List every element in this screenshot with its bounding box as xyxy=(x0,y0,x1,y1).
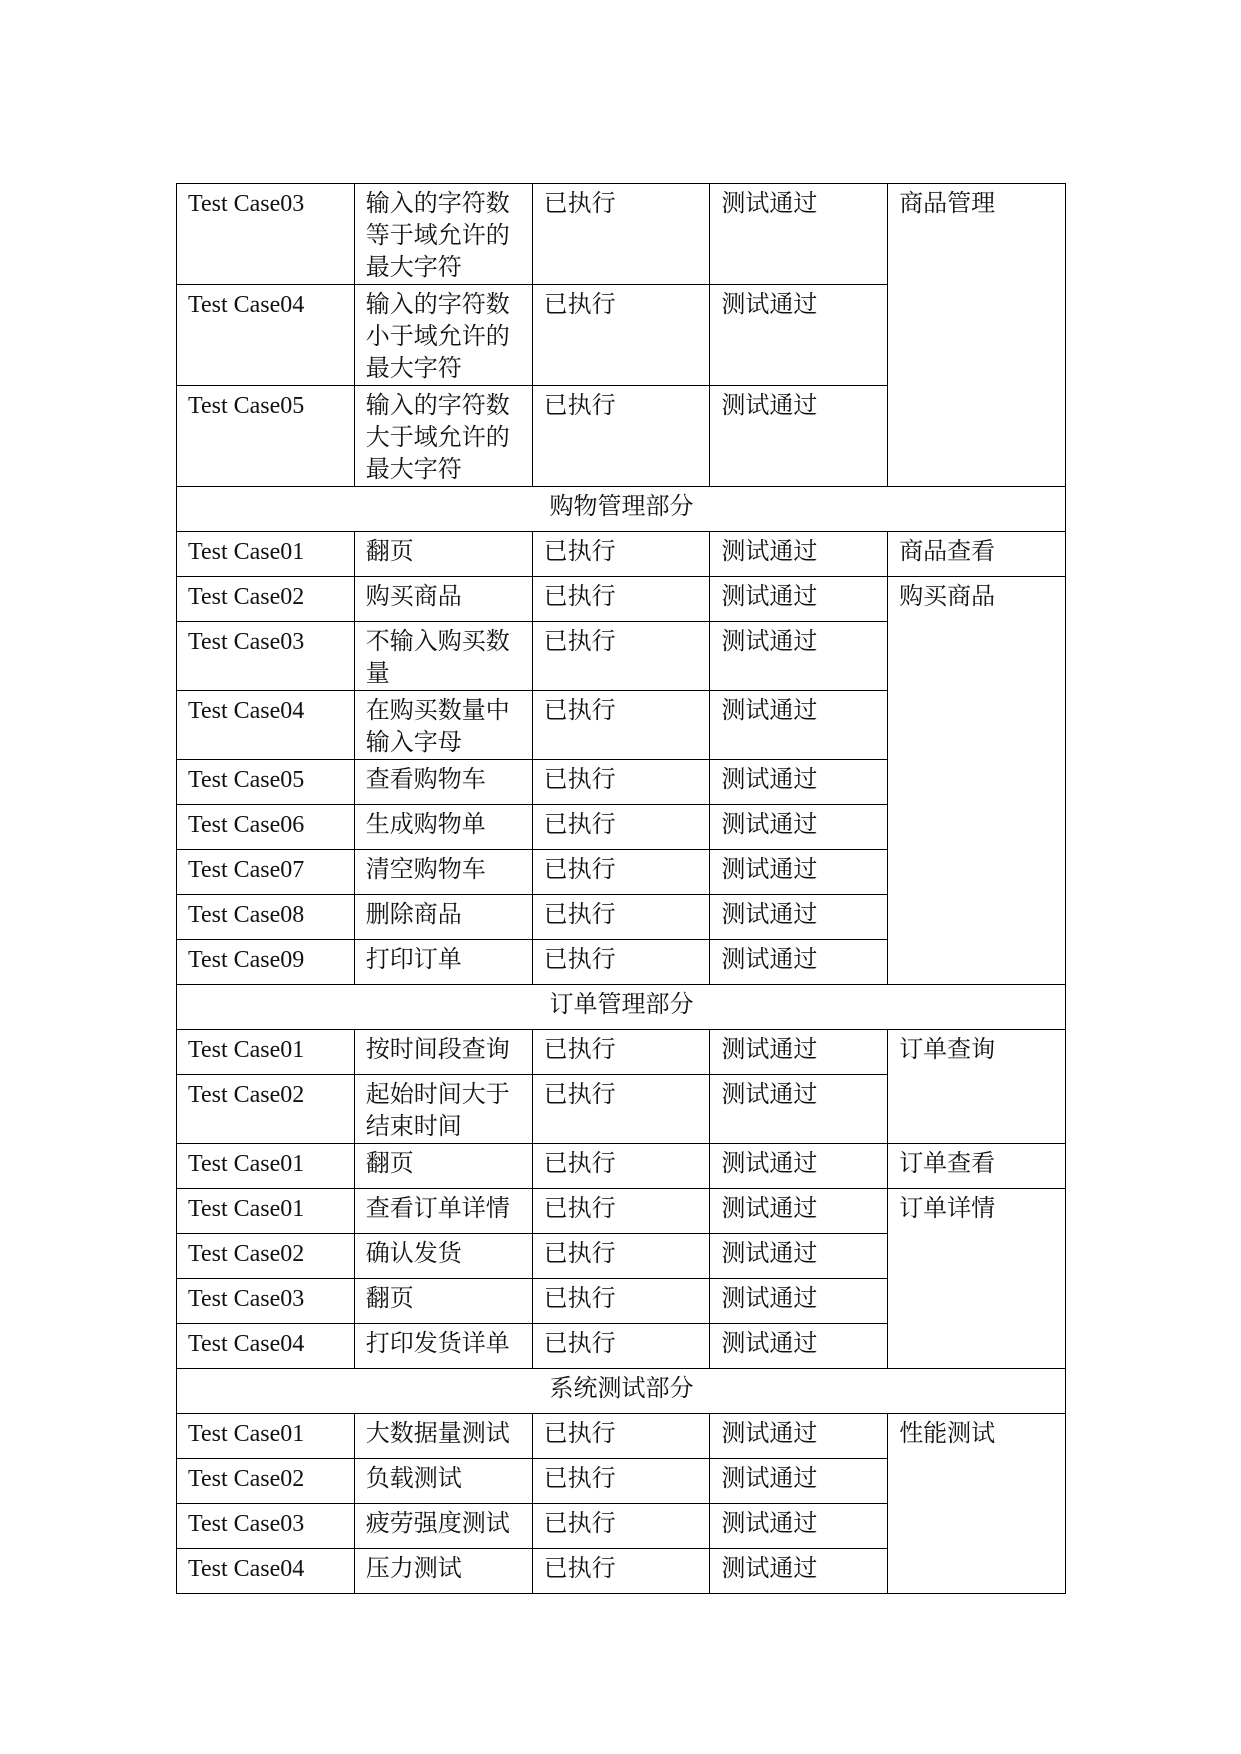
test-result-cell: 测试通过 xyxy=(710,622,888,691)
test-result-cell: 测试通过 xyxy=(710,1030,888,1075)
test-case-id-cell: Test Case03 xyxy=(177,1279,355,1324)
test-case-id-cell: Test Case03 xyxy=(177,184,355,285)
test-description-cell: 不输入购买数量 xyxy=(354,622,532,691)
module-cell: 订单查看 xyxy=(888,1144,1066,1189)
test-case-id-cell: Test Case02 xyxy=(177,1075,355,1144)
section-title: 购物管理部分 xyxy=(177,487,1066,532)
section-header-row xyxy=(177,985,1066,1030)
test-result-cell: 测试通过 xyxy=(710,1504,888,1549)
test-case-id-cell: Test Case02 xyxy=(177,1234,355,1279)
module-cell: 订单查询 xyxy=(888,1030,1066,1144)
execution-status-cell: 已执行 xyxy=(532,1504,710,1549)
table-row xyxy=(177,1144,1066,1189)
execution-status-cell: 已执行 xyxy=(532,1075,710,1144)
execution-status-cell: 已执行 xyxy=(532,1189,710,1234)
execution-status-cell: 已执行 xyxy=(532,1324,710,1369)
execution-status-cell: 已执行 xyxy=(532,895,710,940)
section-header-row xyxy=(177,1369,1066,1414)
test-result-cell: 测试通过 xyxy=(710,805,888,850)
test-case-id-cell: Test Case03 xyxy=(177,1504,355,1549)
test-result-cell: 测试通过 xyxy=(710,184,888,285)
test-description-cell: 翻页 xyxy=(354,1144,532,1189)
execution-status-cell: 已执行 xyxy=(532,1144,710,1189)
test-description-cell: 负载测试 xyxy=(354,1459,532,1504)
test-description-cell: 输入的字符数大于域允许的最大字符 xyxy=(354,386,532,487)
test-description-cell: 删除商品 xyxy=(354,895,532,940)
table-row xyxy=(177,532,1066,577)
execution-status-cell: 已执行 xyxy=(532,850,710,895)
test-case-id-cell: Test Case02 xyxy=(177,1459,355,1504)
test-result-cell: 测试通过 xyxy=(710,1075,888,1144)
section-title: 订单管理部分 xyxy=(177,985,1066,1030)
test-case-id-cell: Test Case04 xyxy=(177,285,355,386)
table-row xyxy=(177,577,1066,622)
test-case-table xyxy=(176,183,1066,1594)
test-result-cell: 测试通过 xyxy=(710,532,888,577)
execution-status-cell: 已执行 xyxy=(532,532,710,577)
test-description-cell: 确认发货 xyxy=(354,1234,532,1279)
test-description-cell: 清空购物车 xyxy=(354,850,532,895)
execution-status-cell: 已执行 xyxy=(532,805,710,850)
test-description-cell: 起始时间大于结束时间 xyxy=(354,1075,532,1144)
test-case-id-cell: Test Case01 xyxy=(177,1414,355,1459)
test-description-cell: 大数据量测试 xyxy=(354,1414,532,1459)
test-case-id-cell: Test Case08 xyxy=(177,895,355,940)
execution-status-cell: 已执行 xyxy=(532,940,710,985)
test-description-cell: 打印发货详单 xyxy=(354,1324,532,1369)
test-case-id-cell: Test Case07 xyxy=(177,850,355,895)
test-result-cell: 测试通过 xyxy=(710,1234,888,1279)
test-case-id-cell: Test Case09 xyxy=(177,940,355,985)
module-cell: 订单详情 xyxy=(888,1189,1066,1369)
test-case-id-cell: Test Case03 xyxy=(177,622,355,691)
execution-status-cell: 已执行 xyxy=(532,1030,710,1075)
test-case-id-cell: Test Case05 xyxy=(177,386,355,487)
execution-status-cell: 已执行 xyxy=(532,760,710,805)
test-description-cell: 查看购物车 xyxy=(354,760,532,805)
test-result-cell: 测试通过 xyxy=(710,577,888,622)
test-case-table-body xyxy=(177,184,1066,1594)
test-description-cell: 查看订单详情 xyxy=(354,1189,532,1234)
test-result-cell: 测试通过 xyxy=(710,1144,888,1189)
execution-status-cell: 已执行 xyxy=(532,622,710,691)
execution-status-cell: 已执行 xyxy=(532,1414,710,1459)
test-description-cell: 疲劳强度测试 xyxy=(354,1504,532,1549)
execution-status-cell: 已执行 xyxy=(532,285,710,386)
test-result-cell: 测试通过 xyxy=(710,1189,888,1234)
table-row xyxy=(177,184,1066,285)
table-row xyxy=(177,1189,1066,1234)
test-case-id-cell: Test Case04 xyxy=(177,1324,355,1369)
execution-status-cell: 已执行 xyxy=(532,184,710,285)
module-cell: 性能测试 xyxy=(888,1414,1066,1594)
test-result-cell: 测试通过 xyxy=(710,1324,888,1369)
test-result-cell: 测试通过 xyxy=(710,386,888,487)
test-result-cell: 测试通过 xyxy=(710,1279,888,1324)
table-row xyxy=(177,1030,1066,1075)
test-case-id-cell: Test Case01 xyxy=(177,532,355,577)
section-header-row xyxy=(177,487,1066,532)
test-case-id-cell: Test Case06 xyxy=(177,805,355,850)
test-case-id-cell: Test Case02 xyxy=(177,577,355,622)
test-description-cell: 购买商品 xyxy=(354,577,532,622)
execution-status-cell: 已执行 xyxy=(532,1234,710,1279)
test-description-cell: 翻页 xyxy=(354,532,532,577)
table-row xyxy=(177,1414,1066,1459)
execution-status-cell: 已执行 xyxy=(532,386,710,487)
test-result-cell: 测试通过 xyxy=(710,895,888,940)
test-description-cell: 输入的字符数小于域允许的最大字符 xyxy=(354,285,532,386)
test-description-cell: 翻页 xyxy=(354,1279,532,1324)
module-cell: 商品管理 xyxy=(888,184,1066,487)
section-title: 系统测试部分 xyxy=(177,1369,1066,1414)
module-cell: 商品查看 xyxy=(888,532,1066,577)
test-case-id-cell: Test Case04 xyxy=(177,691,355,760)
test-description-cell: 在购买数量中输入字母 xyxy=(354,691,532,760)
test-case-id-cell: Test Case05 xyxy=(177,760,355,805)
test-description-cell: 打印订单 xyxy=(354,940,532,985)
test-description-cell: 按时间段查询 xyxy=(354,1030,532,1075)
test-result-cell: 测试通过 xyxy=(710,850,888,895)
test-description-cell: 输入的字符数等于域允许的最大字符 xyxy=(354,184,532,285)
execution-status-cell: 已执行 xyxy=(532,1459,710,1504)
execution-status-cell: 已执行 xyxy=(532,1549,710,1594)
execution-status-cell: 已执行 xyxy=(532,1279,710,1324)
test-result-cell: 测试通过 xyxy=(710,1459,888,1504)
execution-status-cell: 已执行 xyxy=(532,577,710,622)
test-result-cell: 测试通过 xyxy=(710,1414,888,1459)
test-case-id-cell: Test Case04 xyxy=(177,1549,355,1594)
test-result-cell: 测试通过 xyxy=(710,940,888,985)
execution-status-cell: 已执行 xyxy=(532,691,710,760)
test-description-cell: 生成购物单 xyxy=(354,805,532,850)
test-result-cell: 测试通过 xyxy=(710,1549,888,1594)
test-case-id-cell: Test Case01 xyxy=(177,1144,355,1189)
module-cell: 购买商品 xyxy=(888,577,1066,985)
test-result-cell: 测试通过 xyxy=(710,691,888,760)
test-result-cell: 测试通过 xyxy=(710,760,888,805)
test-case-id-cell: Test Case01 xyxy=(177,1189,355,1234)
test-result-cell: 测试通过 xyxy=(710,285,888,386)
test-case-id-cell: Test Case01 xyxy=(177,1030,355,1075)
test-description-cell: 压力测试 xyxy=(354,1549,532,1594)
